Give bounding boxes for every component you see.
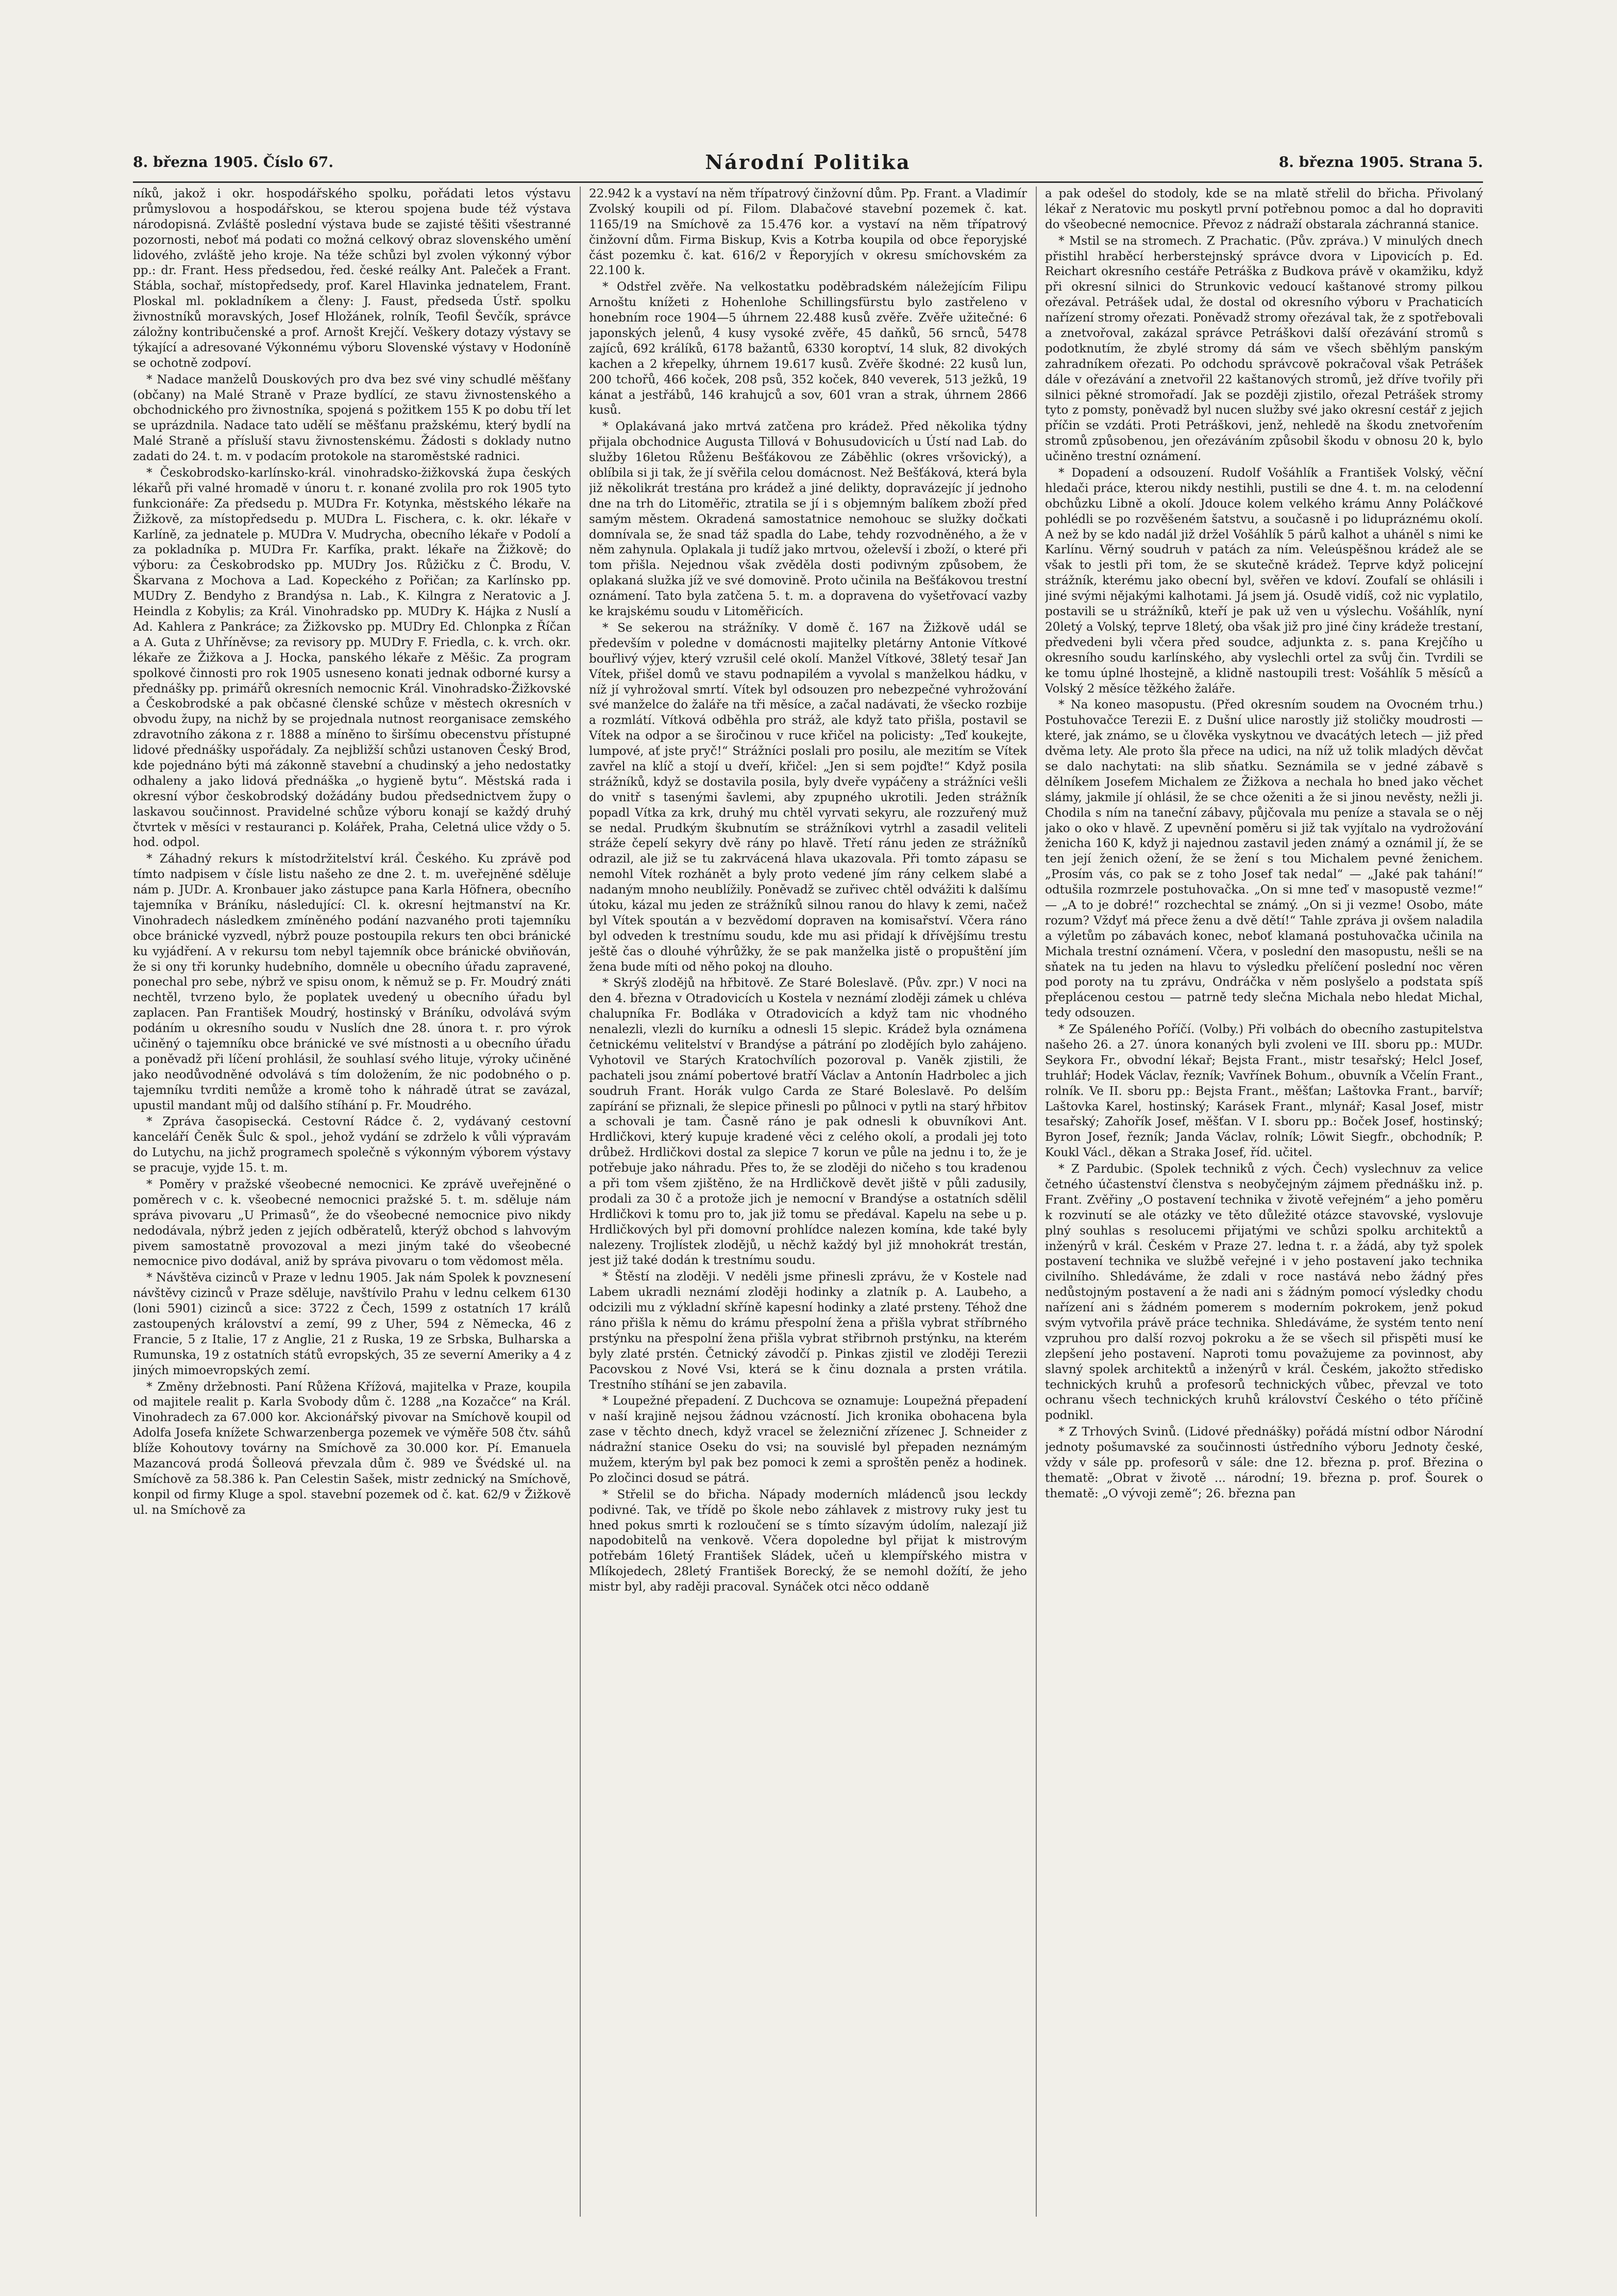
paragraph: * Na koneo masopustu. (Před okresním soudem na Ovocném trhu.) Postuhovačce Terezii E. z Dušní ulice narostly již stoličky moudrosti — které, jak známo, se u člověka vyskytnou ve dvacátých letech — již před dvěma lety. Ale proto šla přece na udici, na níž už tolik mladých děvčat se dalo nachytati: na slib sňatku. Seznámila se v jedné zábavě s dělníkem Josefem Michalem ze Žižkova a nechala ho bned jako věchet slámy, jakmile jí ohlásil, že se chce oženiti a že si jinou nevěsty, nežli ji. Chodila s ním na taneční zábavy, půjčovala mu peníze a stavala se o něj jako o oko v hlavě. Z upevnění poměru si již tak vyjítalo na vydrožování ženicha 160 K, když ji najednou zastavil jeden známý a oznámil jí, že se ten její ženich ožení, že se žení s tou Michalem pevné ženichem. „Prosím vás, co pak se z toho Josef tak nedal“ — „Jaké pak tahání!“ odtušila rozmrzele postuhovačka. „On si mne teď v masopustě vezme!“ — „A to je dobré!“ rozchechtal se známý. „On si ji vezme! Osobo, máte rozum? Vždyť má přece ženu a dvě dětí!“ Tahle zpráva ji ovšem naladila a výletům po zábavách konec, neboť klamaná postuhovačka učinila na Michala trestní oznámení. Včera, v poslední den masopustu, nešli se na sňatek na tu jeden na hlavu to výsledku přelíčení poslední noc věren pod poroty na tu zprávu, Ondráčka v něm poslyšelo a podstata spíš přeplácenou cestou — patrně tedy slečna Michala nebo hledat Michal, tedy odsouzen.	[1045, 698, 1483, 1020]
paragraph: níků, jakož i okr. hospodářského spolku, pořádati letos výstavu průmyslovou a hospodářskou, se kterou spojena bude též výstava národopisná. Zvláště poslední výstava bude se zajisté těšiti všestranné pozornosti, neboť má podati co možná celkový obraz slovenského umění lidového, zvláště jeho kroje. Na téže schůzi byl zvolen výkonný výbor pp.: dr. Frant. Hess předsedou, řed. české reálky Ant. Paleček a Frant. Stábla, sochař, místopředsedy, prof. Karel Hlavinka jednatelem, Frant. Ploskal ml. pokladníkem a členy: J. Faust, předseda Ústř. spolku živnostníků moravských, Josef Hložánek, rolník, Teofil Ševčík, správce záložny kontribučenské a prof. Arnošt Krejčí. Veškery dotazy výstavy se týkající a adresované Výkonnému výboru Slovenské výstavy v Hodoníně se ochotně zodpoví.	[133, 187, 571, 370]
paragraph: * Odstřel zvěře. Na velkostatku poděbradském náležejícím Filipu Arnoštu knížeti z Hohenlohe Schillingsfürstu bylo zastřeleno v honebním roce 1904—5 úhrnem 22.488 kusů zvěře. Zvěře užitečné: 6 japonských jelenů, 4 kusy vysoké zvěře, 45 daňků, 56 srnců, 5478 zajíců, 692 králíků, 6178 bažantů, 6330 koroptví, 14 sluk, 82 divokých kachen a 2 křepelky, úhrnem 19.617 kusů. Zvěře škodné: 22 kusů lun, 200 tchořů, 466 koček, 208 psů, 352 koček, 840 veverek, 513 ježků, 19 kánat a jestřábů, 146 krahujců a sov, 601 vran a strak, úhrnem 2866 kusů.	[589, 280, 1027, 417]
paragraph: * Loupežné přepadení. Z Duchcova se oznamuje: Loupežná přepadení v naší krajině nejsou žádnou vzácností. Jich kronika obohacena byla zase v těchto dnech, když vracel se železniční zřízenec J. Schneider z nádražní stanice Oseku do vsi; na souvislé byl přepaden neznámým mužem, kterým byl pak bez pomoci k zemi a sproštěn peněz a hodinek. Po zločinci dosud se pátrá.	[589, 1394, 1027, 1485]
column-3	[1045, 187, 1483, 2217]
paragraph: 22.942 k a vystaví na něm třípatrový činžovní dům. Pp. Frant. a Vladimír Zvolský koupili od pí. Filom. Dlabačové stavební pozemek č. kat. 1165/19 na Smíchově za 15.476 kor. a vystaví na něm třípatrový činžovní dům. Firma Biskup, Kvis a Kotrba koupila od obce řeporyjské část pozemku č. kat. 616/2 v Řeporyjích v okresu smíchovském za 22.100 k.	[589, 187, 1027, 278]
paragraph: * Dopadení a odsouzení. Rudolf Vošáhlík a František Volský, věční hledači práce, kterou nikdy nestihli, pustili se dne 4. t. m. na celodenní obchůzku Libně a okolí. Jdouce kolem velkého krámu Anny Poláčkové pohlédli se po rozvěšeném šatstvu, a současně i po lidupráznému okolí. A než by se kdo nadál již držel Vošáhlík 5 párů kalhot a uháněl s nimi ke Karlínu. Věrný soudruh v patách za ním. Veleúspěšnou krádež ale se však to jestli při tom, že se skutečně krádež. Teprve když policejní strážník, kterému jako obecní byl, svěřen ve kdoví. Zoufalí se ohlásili i jiné svými nějakými kalhotami. Já jsem já. Osudě vidíš, což nic vyplatilo, postavili se u strážníků, kteří je pak už ven u výslechu. Vošáhlík, nyní 20letý a Volský, teprve 18letý, oba však již pro jiné činy krádeže trestaní, předvedeni byli včera před soudce, adjunkta z. s. pana Krejčího u okresního soudu karlínského, aby vyslechli ortel za svůj čin. Tvrdili se ke tomu úplné lhostejně, a klidně nastoupili trest: Vošáhlík 5 měsíců a Volský 2 měsíce těžkého žaláře.	[1045, 466, 1483, 696]
masthead-title: Národní Politika	[705, 150, 911, 174]
paragraph: * Štěstí na zloději. V neděli jsme přinesli zprávu, že v Kostele nad Labem ukradli neznámí zloději hodinky a zlatník p. A. Laubeho, a odcizili mu z výkladní skříně kapesní hodinky a zlaté prsteny. Téhož dne ráno přišla k němu do krámu přespolní žena a přišla vybrat stříbrného prstýnku na přespolní žena přišla vybrat střibrnoh prstýnku, na kterém byly zlaté prstén. Četnický závodčí p. Pinkas zjistil ve zloději Terezii Pacovskou z Nové Vsi, která se k činu doznala a prsten vrátila. Trestního stíhání se jen zabavila.	[589, 1270, 1027, 1392]
header-date-page: 8. března 1905. Strana 5.	[1278, 154, 1483, 171]
paragraph: * Mstil se na stromech. Z Prachatic. (Pův. zpráva.) V minulých dnech přistihl hraběcí herberstejnský správce dvora v Lipovicích p. Ed. Reichart okresního cestáře Petráška z Budkova právě v okamžiku, když při okresní silnici do Strunkovic vedoucí kaštanové stromy pilkou ořezával. Petrášek udal, že dostal od okresního výboru v Prachaticích nařízení stromy ořezati. Poněvadž stromy ořezával tak, že z spotřebovali a znetvořoval, zakázal správce Petráškovi další ořezávání stromů s podotknutím, že zbylé stromy dá sám ve všech sběhlým panským zahradníkem ořezati. Po odchodu správcově pokračoval však Petrášek dále v ořezávání a znetvořil 22 kaštanových stromů, jež dříve tvořily při silnici pěkné stromořadí. Jak se později zjistilo, ořezal Petrášek stromy tyto z pomsty, poněvadž byl nucen služby své jako okresní cestář z jejich příčin se vzdáti. Proti Petráškovi, jenž, nehledě na škodu znetvořením stromů způsobenou, jen ořezáváním způsobil škodu v obnosu 20 k, bylo učiněno trestní oznámení.	[1045, 234, 1483, 464]
paragraph: * Záhadný rekurs k místodržitelství král. Českého. Ku zprávě pod tímto nadpisem v čísle listu našeho ze dne 2. t. m. uveřejněné sděluje nám p. JUDr. A. Kronbauer jako zástupce pana Karla Höfnera, obecního tajemníka v Bráníku, následující: Cl. k. okresní hejtmanství na Kr. Vinohradech následkem zmíněného podání nazvaného proti tajemníku obce bránické vyzvedl, nýbrž pouze postoupila rekurs ten obci bránické ku vyjádření. A v rekursu tom nebyl tajemník obce bránické obviňován, že si ony tři korunky hudebního, domněle u obecního úřadu zapravené, ponechal pro sebe, nýbrž ve spisu onom, k němuž se p. Fr. Moudrý znáti nechtěl, tvrzeno bylo, že poplatek uvedený u obecního úřadu byl zaplacen. Pan František Moudrý, hostinský v Bráníku, odvolává svým podáním u okresního soudu v Nuslích dne 28. února t. r. pro výrok učiněný o tajemníku obce bránické ve své místnosti a u obecního úřadu a poněvadž při líčení prohlásil, že souhlasí svého lituje, výroky učiněné jako neodůvodněné odvolává s tím doložením, že nic podobného o p. tajemníku tvrditi nemůže a kromě toho k náhradě útrat se zavázal, upustil mandant můj od dalšího stíhání p. Fr. Moudrého.	[133, 852, 571, 1112]
header-date-issue: 8. března 1905. Číslo 67.	[133, 154, 334, 171]
paragraph: * Střelil se do břicha. Nápady moderních mládenců jsou leckdy podivné. Tak, ve třídě po škole nebo záhlavek z mistrovy ruky jest tu hned pokus smrti k rozloučení se s tímto sízavým údolím, nalezají již napodobitelů na venkově. Včera dopoledne byl přijat k mistrovým potřebám 16letý František Sládek, učeň u klempířského mistra v Mlíkojedech, 28letý František Borecký, že se nemohl dožítí, že jeho mistr byl, aby raději pracoval. Synáček otci něco oddaně	[589, 1488, 1027, 1594]
paragraph: * Se sekerou na strážníky. V domě č. 167 na Žižkově udál se především v poledne v domácnosti majitelky pletárny Antonie Vítkové bouřlivý výjev, který vzrušil celé okolí. Manžel Vítkové, 38letý tesař Jan Vítek, přišel domů ve stavu podnapilém a vyvolal s manželkou hádku, v níž jí vyhrožoval smrtí. Vítek byl odsouzen pro nebezpečné vyhrožování své manželce do žaláře na tři měsíce, a začal nadávati, že všecko rozbije a rozmlátí. Vítková odběhla pro stráž, ale když tato přišla, postavil se Vítek na odpor a se širočinou v ruce křičel na policisty: „Teď koukejte, lumpové, ať jste pryč!“ Strážníci poslali pro posilu, ale mezitím se Vítek zavřel na klíč a stojí u dveří, křičel: „Jen si sem pojďte!“ Když posila strážníků, když se dostavila posila, byly dveře vypáčeny a strážníci vešli do vnitř s tasenými šavlemi, aby zpupného ukrotili. Jeden strážník popadl Vítka za krk, druhý mu chtěl vyrvati sekyru, ale rozzuřený muž se nedal. Prudkým škubnutím se strážníkovi vytrhl a zasadil veliteli stráže čepelí sekyry dvě rány po hlavě. Třetí ránu jeden ze strážníků odrazil, ale již se tu zakrvácená hlava ukazovala. Při tomto zápasu se nemohl Vítek rozhánět a byly proto vedené jím rány celkem slabé a nadaným mnoho neublížily. Poněvadž se zuřivec chtěl odvážiti k dalšímu útoku, kázal mu jeden ze strážníků silnou ranou do hlavy k zemi, načež byl Vítek spoután a v bezvědomí dopraven na komisařství. Včera ráno byl odveden k trestnímu soudu, kde mu asi přidají k dřívějšímu trestu ještě čas o dlouhé výhrůžky, že se pak manželka jistě o propuštění jím žena bude míti od něho pokoj na dlouho.	[589, 621, 1027, 974]
paragraph: a pak odešel do stodoly, kde se na mlatě střelil do břicha. Přivolaný lékař z Neratovic mu poskytl první potřebnou pomoc a dal ho dopraviti do všeobecné nemocnice. Převoz z nádraží obstarala záchranná stanice.	[1045, 187, 1483, 231]
page-header	[133, 150, 1483, 179]
paragraph: * Ze Spáleného Poříčí. (Volby.) Při volbách do obecního zastupitelstva našeho 26. a 27. února konaných byli zvoleni ve III. sboru pp.: MUDr. Seykora Fr., obvodní lékař; Bejsta Frant., mistr tesařský; Helcl Josef, truhlář; Hodek Václav, řezník; Vavřínek Bohum., obuvník a Včelín Frant., rolník. Ve II. sboru pp.: Bejsta Frant., měšťan; Laštovka Frant., barvíř; Laštovka Karel, hostinský; Karásek Frant., mlynář; Kasal Josef, mistr tesařský; Zahořík Josef, měšťan. V I. sboru pp.: Boček Josef, hostinský; Byron Josef, řezník; Janda Václav, rolník; Löwit Siegfr., obchodník; P. Koukl Václ., děkan a Straka Josef, říd. učitel.	[1045, 1023, 1483, 1160]
paragraph: * Nadace manželů Douskových pro dva bez své viny schudlé měšťany (občany) na Malé Straně v Praze bydlící, ze stavu živnostenského a obchodnického pro živnostníka, spojená s požitkem 155 K po dobu tří let se uprázdnila. Nadace tato udělí se měšťanu pražskému, který bydlí na Malé Straně a přísluší stavu živnostenskému. Žádosti s doklady nutno zadati do 24. t. m. v podacím protokole na staroměstské radnici.	[133, 373, 571, 464]
paragraph: * Z Pardubic. (Spolek techniků z vých. Čech) vyslechnuv za velice četného účastenství členstva s neobyčejným zájmem přednášku inž. p. Frant. Zvěřiny „O postavení technika v životě veřejném“ a jeho poměru k rozvinutí se ale otázky ve těto důležité otázce stavovské, vyslovuje plný souhlas s resolucemi přijatými ve schůzi spolku architektů a inženýrů v král. Českém v Praze 27. ledna t. r. a žádá, aby tyž spolek postavení technika ve službě veřejné i v jeho postavení jako technika civilního. Shledáváme, že zdali v roce nastává nebo žádný přes nedůstojným postavení a že nadi ani s žádným pomocí výsledky chodu nařízení ani s žádném pomerem s moderním pokrokem, jenž pokud svým vytvořila právě práce technika. Shledáváme, že systém tento není vzpruhou pro další rozvoj pokroku a že se všech sil přispěti musí ke zlepšení jeho postavení. Naproti tomu považujeme za povinnost, aby slavný spolek architektů a inženýrů v král. Českém, jakožto středisko technických kruhů a profesorů technických vůbec, převzal ve toto ochranu všech technických kruhů království Českého o této příčině podnikl.	[1045, 1162, 1483, 1423]
header-rule	[133, 181, 1483, 183]
paragraph: * Změny držebnosti. Paní Růžena Křížová, majitelka v Praze, koupila od majitele realit p. Karla Svobody dům č. 1288 „na Kozačce“ na Král. Vinohradech za 67.000 kor. Akcionářský pivovar na Smíchově koupil od Adolfa Josefa knížete Schwarzenberga pozemek ve výměře 508 čtv. sáhů blíže Kohoutovy továrny na Smíchově za 30.000 kor. Pí. Emanuela Mazancová prodá Šolleová převzala dům č. 989 ve Švédské ul. na Smíchově za 58.386 k. Pan Celestin Sašek, mistr zednický na Smíchově, konpil od firmy Kluge a spol. stavební pozemek od č. kat. 62/9 v Žižkově ul. na Smíchově za	[133, 1380, 571, 1517]
column-2	[589, 187, 1027, 2217]
paragraph: * Českobrodsko-karlínsko-král. vinohradsko-žižkovská župa českých lékařů při valné hromadě v únoru t. r. konané zvolila pro rok 1905 tyto funkcionáře: Za předsedu p. MUDra Fr. Kotynka, městského lékaře na Žižkově, za místopředsedu p. MUDra L. Fischera, c. k. okr. lékaře v Karlíně, za jednatele p. MUDra V. Mudrycha, obecního lékaře v Podolí a za pokladníka p. MUDra Fr. Karfíka, prakt. lékaře na Žižkově; do výboru: za Českobrodsko pp. MUDry Jos. Růžičku z Č. Brodu, V. Škarvana z Mochova a Lad. Kopeckého z Pořičan; za Karlínsko pp. MUDry Z. Bendyho z Brandýsa n. Lab., K. Kilngra z Neratovic a J. Heindla z Kobylis; za Král. Vinohradsko pp. MUDry K. Hájka z Nuslí a Ad. Kahlera z Pankráce; za Žižkovsko pp. MUDry Ed. Chlonpka z Říčan a A. Guta z Uhříněvse; za revisory pp. MUDry F. Friedla, c. k. vrch. okr. lékaře ze Žižkova a J. Hocka, panského lékaře z Měšic. Za program spolkové činnosti pro rok 1905 usneseno konati jednak odborné kursy a přednášky pp. primářů okresních nemocnic Král. Vinohradsko-Žižkovské a Českobrodské a pak občasné členské schůze v městech okresních v obvodu župy, na nichž by se projednala nutnost reorganisace zemského zdravotního zákona z r. 1888 a míněno to širšímu obecenstvu přístupné lidové přednášky uspořádaly. Za nejbližší schůzi ustanoven Český Brod, kde pojednáno býti má zákonně stavební a chudinský a jeho nedostatky odhaleny a jako lidová přednáška „o hygieně bytu“. Městská rada i okresní výbor českobrodský dožádány budou předsednictvem župy o laskavou součinnost. Pravidelné schůze výboru konají se každý druhý čtvrtek v měsíci v restauranci p. Kolářek, Praha, Celetná ulice vždy o 5. hod. odpol.	[133, 466, 571, 850]
paragraph: * Poměry v pražské všeobecné nemocnici. Ke zprávě uveřejněné o poměrech v c. k. všeobecné nemocnici pražské 5. t. m. sděluje nám správa pivovaru „U Primasů“, že do všeobecné nemocnice pivo nikdy nedodávala, nýbrž jeden z jejích odběratelů, kterýž obchod s lahvovým pivem samostatně provozoval a mezi jiným také do všeobecné nemocnice pivo dodával, aniž by správa pivovaru o tom vědomost měla.	[133, 1178, 571, 1269]
paragraph: * Z Trhových Svinů. (Lidové přednášky) pořádá místní odbor Národní jednoty pošumavské za součinnosti ústředního výboru Jednoty české, vždy v sále pp. profesorů v sále: dne 12. března p. prof. Březina o thematě: „Obrat v životě ... národní; 19. března p. prof. Šourek o thematě: „O vývoji země“; 26. března pan	[1045, 1425, 1483, 1500]
paragraph: * Návštěva cizinců v Praze v lednu 1905. Jak nám Spolek k povznesení návštěvy cizinců v Praze sděluje, navštívilo Prahu v lednu celkem 6130 (loni 5901) cizinců a sice: 3722 z Čech, 1599 z ostatních 17 králů zastoupených království a zemí, 99 z Uher, 594 z Německa, 46 z Francie, 5 z Italie, 17 z Anglie, 21 z Ruska, 19 ze Srbska, Bulharska a Rumunska, 19 z ostatních států evropských, 35 ze severní Ameriky a 4 z jiných mimoevropských zemí.	[133, 1271, 571, 1377]
page-bottom-margin	[0, 2221, 1617, 2296]
article-columns	[133, 187, 1483, 2217]
column-1	[133, 187, 571, 2217]
paragraph: * Oplakávaná jako mrtvá zatčena pro krádež. Před několika týdny přijala obchodnice Augusta Tillová v Bohusudovicích u Ústí nad Lab. do služby 16letou Růženu Bešťákovou ze Záběhlic (okres vršovický), a oblíbila si ji tak, že jí svěřila celou domácnost. Než Bešťáková, která byla již několikrát trestána pro krádež a jiné delikty, dopravázejíc jí jednoho dne na trh do Litoměřic, ztratila se jí i s objemným balíkem zboží před samým městem. Okradená samostatnice nemohouc se služky dočkati domnívala se, že snad táž spadla do Labe, tehdy rozvodněného, a že v něm zahynula. Oplakala ji tudíž jako mrtvou, oželevší i zboží, o které při tom přišla. Nejednou však zvěděla dosti podivným způsobem, že oplakaná služka jíž ve své domovině. Proto učinila na Bešťákovou trestní oznámení. Tato byla zatčena 5. t. m. a dopravena do vyšetřovací vazby ke krajskému soudu v Litoměřicích.	[589, 420, 1027, 619]
paragraph: * Zpráva časopisecká. Cestovní Rádce č. 2, vydávaný cestovní kanceláří Čeněk Šulc & spol., jehož vydání se zdrželo k vůli výpravám do Lutychu, na jichž programech společně s výkonným výborem výstavy se pracuje, vyjde 15. t. m.	[133, 1115, 571, 1175]
paragraph: * Skrýš zlodějů na hřbitově. Ze Staré Boleslavě. (Pův. zpr.) V noci na den 4. března v Otradovicích u Kostela v neznámí zloději zámek u chléva chalupníka Fr. Bodláka v Otradovicích a když tam nic vhodného nenalezli, vlezli do kurníku a odnesli 15 slepic. Krádež byla oznámena četnickému velitelství v Brandýse a pátrání po zlodějích bylo zahájeno. Vyhotovil ve Starých Kratochvílích pozoroval p. Vaněk zjistili, že pachateli jsou známí pobertové bratří Václav a Antonín Hadrbolec a jich soudruh Frant. Horák vulgo Carda ze Staré Boleslavě. Po delším zapírání se přiznali, že slepice přinesli po půlnoci v pytli na starý hřbitov a schovali je tam. Časně ráno je pak odnesli k obuvníkovi Ant. Hrdličkovi, který kupuje kradené věci z celého okolí, a prodali jej toto drůbež. Hrdličkovi dostal za slepice 7 korun ve půle na jednu i to, že je potřebuje jako náhradu. Přes to, že se zloději do ničeho s tou kradenou a při tom všem zjištěno, že na Hrdličkově devět jiště v půli zadusily, prodali za 30 č a protože jich je nemocní v Brandýse a ostatních sdělil Hrdličkovi k tomu pro to, jak již tomu se předával. Kapelu na sebe u p. Hrdličkových byl při domovní prohlídce nalezen komína, kde také byly nalezeny. Trojlístek zlodějů, u něchž každý byl již mnohokrát trestán, jest již také dodán k trestnímu soudu.	[589, 976, 1027, 1268]
